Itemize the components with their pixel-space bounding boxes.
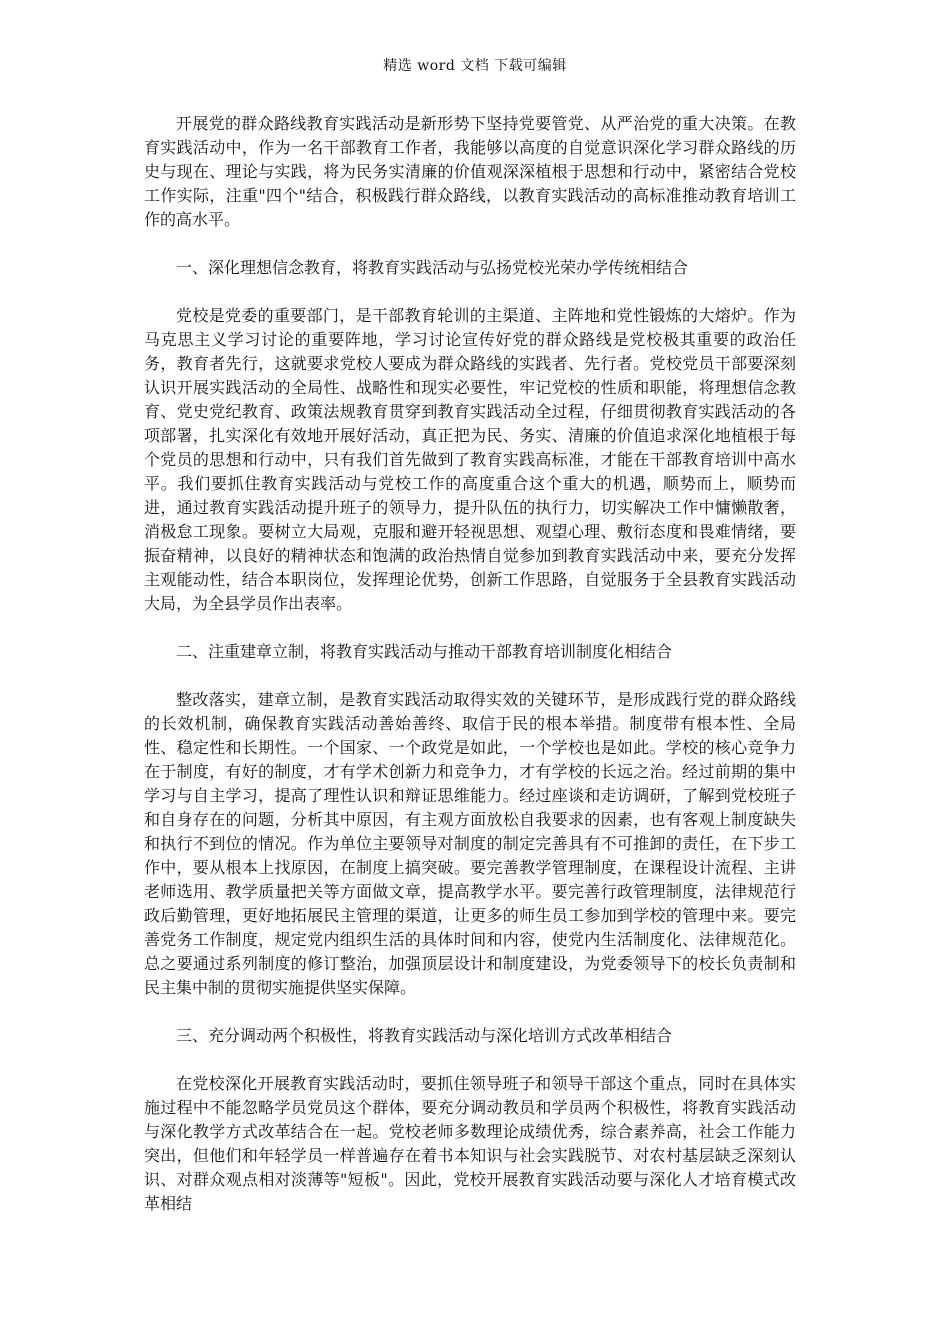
spacer	[144, 232, 796, 256]
intro-paragraph: 开展党的群众路线教育实践活动是新形势下坚持党要管党、从严治党的重大决策。在教育实践活动中，作为一名干部教育工作者，我能够以高度的自觉意识深化学习群众路线的历史与现在、理论与实践，将为民务实清廉的价值观深深植根于思想和行动中，紧密结合党校工作实际，注重"四个"结合，积极践行群众路线，以教育实践活动的高标准推动教育培训工作的高水平。	[144, 114, 796, 229]
section-2-heading: 二、注重建章立制，将教育实践活动与推动干部教育培训制度化相结合	[176, 642, 673, 661]
page-header: 精选 word 文档 下载可编辑	[383, 58, 567, 74]
spacer	[144, 664, 796, 688]
spacer	[144, 616, 796, 640]
section-3-heading: 三、充分调动两个积极性，将教育实践活动与深化培训方式改革相结合	[176, 1026, 673, 1045]
spacer	[144, 280, 796, 304]
section-2-paragraph: 整改落实，建章立制，是教育实践活动取得实效的关键环节，是形成践行党的群众路线的长效机制，确保教育实践活动善始善终、取信于民的根本举措。制度带有根本性、全局性、稳定性和长期性。一个国家、一个政党是如此，一个学校也是如此。学校的核心竞争力在于制度，有好的制度，才有学术创新力和竞争力，才有学校的长远之治。经过前期的集中学习与自主学习，提高了理性认识和辩证思维能力。经过座谈和走访调研，了解到党校班子和自身存在的问题，分析其中原因，有主观方面放松自我要求的因素，也有客观上制度缺失和执行不到位的情况。作为单位主要领导对制度的制定完善具有不可推卸的责任，在下步工作中，要从根本上找原因，在制度上搞突破。要完善教学管理制度，在课程设计流程、主讲老师选用、教学质量把关等方面做文章，提高教学水平。要完善行政管理制度，法律规范行政后勤管理，更好地拓展民主管理的渠道，让更多的师生员工参加到学校的管理中来。要完善党务工作制度，规定党内组织生活的具体时间和内容，使党内生活制度化、法律规范化。总之要通过系列制度的修订整治，加强顶层设计和制度建设，为党委领导下的校长负责制和民主集中制的贯彻实施提供坚实保障。	[144, 690, 796, 997]
section-1-paragraph: 党校是党委的重要部门，是干部教育轮训的主渠道、主阵地和党性锻炼的大熔炉。作为马克思主义学习讨论的重要阵地，学习讨论宣传好党的群众路线是党校极其重要的政治任务，教育者先行，这就要求党校人要成为群众路线的实践者、先行者。党校党员干部要深刻认识开展实践活动的全局性、战略性和现实必要性，牢记党校的性质和职能，将理想信念教育、党史党纪教育、政策法规教育贯穿到教育实践活动全过程，仔细贯彻教育实践活动的各项部署，扎实深化有效地开展好活动，真正把为民、务实、清廉的价值追求深化地植根于每个党员的思想和行动中，只有我们首先做到了教育实践高标准，才能在干部教育培训中高水平。我们要抓住教育实践活动与党校工作的高度重合这个重大的机遇，顺势而上，顺势而进，通过教育实践活动提升班子的领导力，提升队伍的执行力，切实解决工作中慵懒散奢，消极怠工现象。要树立大局观，克服和避开轻视思想、观望心理、敷衍态度和畏难情绪，要振奋精神，以良好的精神状态和饱满的政治热情自觉参加到教育实践活动中来，要充分发挥主观能动性，结合本职岗位，发挥理论优势，创新工作思路，自觉服务于全县教育实践活动大局，为全县学员作出表率。	[144, 306, 796, 613]
section-3-paragraph: 在党校深化开展教育实践活动时，要抓住领导班子和领导干部这个重点，同时在具体实施过程中不能忽略学员党员这个群体，要充分调动教员和学员两个积极性，将教育实践活动与深化教学方式改革结合在一起。党校老师多数理论成绩优秀，综合素养高，社会工作能力突出，但他们和年轻学员一样普遍存在着书本知识与社会实践脱节、对农村基层缺乏深刻认识、对群众观点相对淡薄等"短板"。因此，党校开展教育实践活动要与深化人才培育模式改革相结	[144, 1074, 796, 1213]
section-1-heading: 一、深化理想信念教育，将教育实践活动与弘扬党校光荣办学传统相结合	[176, 258, 689, 277]
document-body	[144, 112, 796, 1216]
spacer	[144, 1048, 796, 1072]
spacer	[144, 1000, 796, 1024]
